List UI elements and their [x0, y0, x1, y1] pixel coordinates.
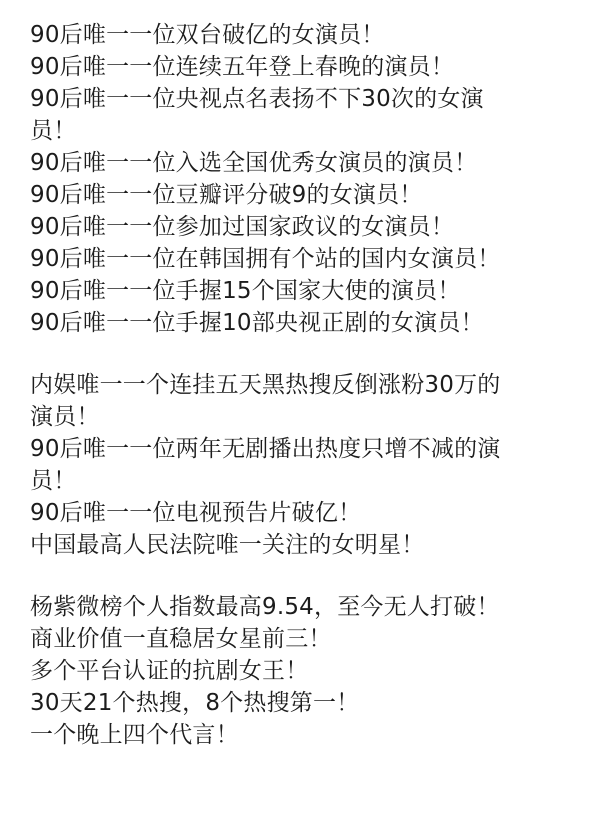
text-line: 中国最高人民法院唯一关注的女明星！	[30, 532, 425, 558]
text-line: 90后唯一一位参加过国家政议的女演员！	[30, 214, 455, 240]
text-line: 内娱唯一一个连挂五天黑热搜反倒涨粉30万的	[30, 372, 501, 398]
text-line: 演员！	[30, 404, 100, 430]
text-line: 员！	[30, 118, 77, 144]
text-line: 90后唯一一位央视点名表扬不下30次的女演	[30, 86, 484, 112]
text-line: 多个平台认证的抗剧女王！	[30, 658, 309, 684]
text-line: 90后唯一一位连续五年登上春晚的演员！	[30, 54, 455, 80]
text-line: 30天21个热搜，8个热搜第一！	[30, 690, 360, 716]
paragraph-gap	[30, 339, 590, 369]
text-line: 90后唯一一位在韩国拥有个站的国内女演员！	[30, 246, 501, 272]
text-line: 90后唯一一位豆瓣评分破9的女演员！	[30, 182, 423, 208]
text-line: 杨紫微榜个人指数最高9.54，至今无人打破！	[30, 594, 500, 620]
paragraph-gap	[30, 561, 590, 591]
text-line: 员！	[30, 468, 77, 494]
text-line: 90后唯一一位入选全国优秀女演员的演员！	[30, 150, 478, 176]
text-line: 一个晚上四个代言！	[30, 722, 239, 748]
text-line: 90后唯一一位两年无剧播出热度只增不减的演	[30, 436, 501, 462]
text-line: 90后唯一一位双台破亿的女演员！	[30, 22, 385, 48]
text-line: 商业价值一直稳居女星前三！	[30, 626, 332, 652]
document-body	[30, 19, 590, 751]
text-line: 90后唯一一位手握15个国家大使的演员！	[30, 278, 461, 304]
text-line: 90后唯一一位电视预告片破亿！	[30, 500, 362, 526]
text-line: 90后唯一一位手握10部央视正剧的女演员！	[30, 310, 484, 336]
